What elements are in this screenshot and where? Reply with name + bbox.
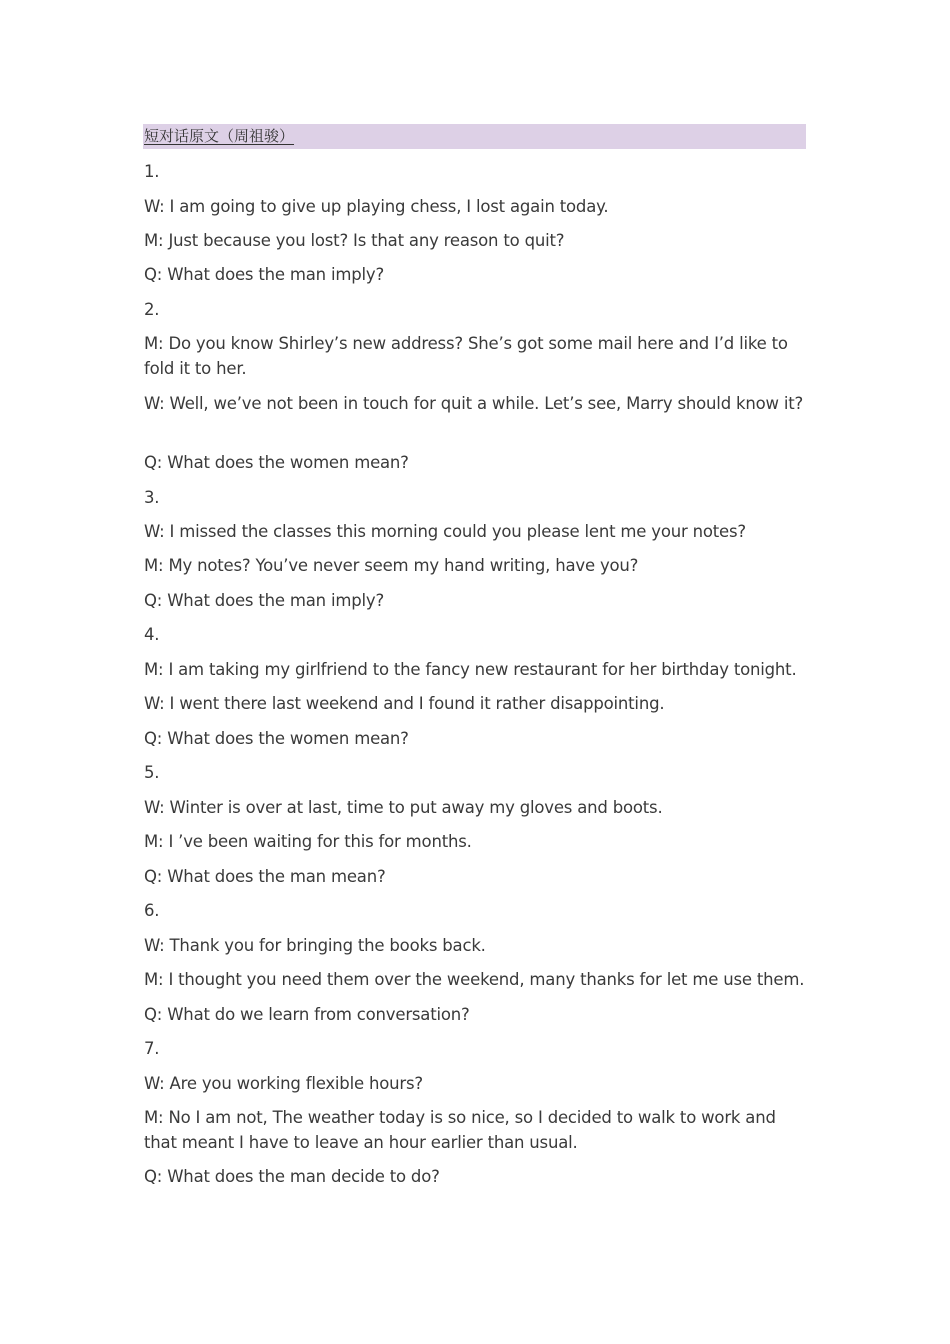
dialogue-line: W: Well, we’ve not been in touch for quit a while. Let’s see, Marry should know it? — [144, 394, 804, 413]
dialogue-line: M: I thought you need them over the weekend, many thanks for let me use them. — [144, 970, 805, 989]
dialogue-number: 2. — [144, 300, 160, 319]
dialogue-number: 4. — [144, 625, 160, 644]
dialogue-line: W: I am going to give up playing chess, I lost again today. — [144, 197, 609, 216]
document-title: 短对话原文（周祖骏） — [144, 127, 295, 145]
dialogue-line: W: Are you working flexible hours? — [144, 1074, 423, 1093]
dialogue-line: M: I ’ve been waiting for this for months. — [144, 832, 472, 851]
dialogue-line: M: I am taking my girlfriend to the fancy new restaurant for her birthday tonight. — [144, 660, 797, 679]
dialogue-number: 3. — [144, 488, 160, 507]
dialogue-line: W: Thank you for bringing the books back. — [144, 936, 486, 955]
title-highlight-bar — [143, 124, 806, 149]
question-line: Q: What does the women mean? — [144, 453, 409, 472]
dialogue-number: 5. — [144, 763, 160, 782]
question-line: Q: What does the women mean? — [144, 729, 409, 748]
dialogue-line: W: Winter is over at last, time to put away my gloves and boots. — [144, 798, 663, 817]
dialogue-number: 6. — [144, 901, 160, 920]
dialogue-number: 1. — [144, 162, 160, 181]
dialogue-number: 7. — [144, 1039, 160, 1058]
dialogue-line: M: No I am not, The weather today is so nice, so I decided to walk to work and that meant I have to leave an hour earlier than usual. — [144, 1108, 776, 1152]
dialogue-line: M: My notes? You’ve never seem my hand writing, have you? — [144, 556, 639, 575]
question-line: Q: What does the man mean? — [144, 867, 386, 886]
dialogue-line: M: Do you know Shirley’s new address? She’s got some mail here and I’d like to fold it to her. — [144, 334, 788, 378]
question-line: Q: What do we learn from conversation? — [144, 1005, 470, 1024]
question-line: Q: What does the man imply? — [144, 591, 384, 610]
dialogue-line: W: I went there last weekend and I found it rather disappointing. — [144, 694, 665, 713]
question-line: Q: What does the man decide to do? — [144, 1167, 440, 1186]
question-line: Q: What does the man imply? — [144, 265, 384, 284]
dialogue-line: W: I missed the classes this morning could you please lent me your notes? — [144, 522, 746, 541]
dialogue-line: M: Just because you lost? Is that any reason to quit? — [144, 231, 565, 250]
